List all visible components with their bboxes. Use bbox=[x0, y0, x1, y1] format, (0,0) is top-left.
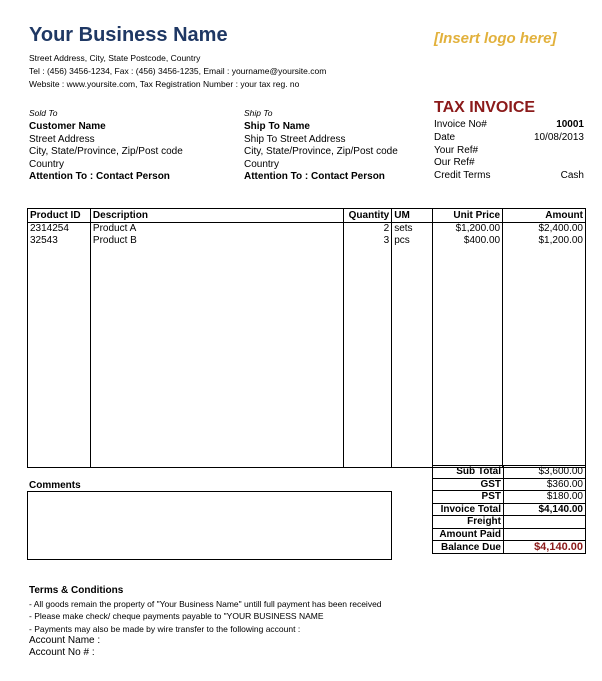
sold-to-block bbox=[29, 121, 183, 184]
subtotal-value: $3,600.00 bbox=[504, 466, 586, 479]
totals-row bbox=[433, 503, 586, 516]
invoice-number: 10001 bbox=[556, 119, 584, 130]
terms-line: - All goods remain the property of "Your Business Name" untill full payment has been received bbox=[29, 599, 382, 609]
unit-measure: sets bbox=[392, 223, 433, 236]
unit-price: $400.00 bbox=[433, 235, 503, 247]
invoice-date: 10/08/2013 bbox=[533, 131, 584, 143]
totals-table bbox=[432, 465, 586, 554]
business-address: Street Address, City, State Postcode, Country bbox=[29, 53, 201, 63]
totals-row bbox=[433, 478, 586, 491]
table-row bbox=[28, 235, 586, 247]
ship-to-label: Ship To bbox=[244, 108, 273, 118]
totals-row bbox=[433, 466, 586, 479]
totals-row bbox=[433, 516, 586, 529]
business-website: Website : www.yoursite.com, Tax Registration Number : your tax reg. no bbox=[29, 79, 300, 89]
credit-terms-row bbox=[434, 170, 584, 183]
ship-to-attention: Attention To : Contact Person bbox=[244, 171, 385, 183]
col-product-id: Product ID bbox=[28, 209, 91, 223]
table-header bbox=[28, 209, 586, 223]
meta-label: Invoice No# bbox=[434, 119, 487, 130]
invoice-total-label: Invoice Total bbox=[433, 503, 504, 516]
quantity: 2 bbox=[344, 223, 392, 236]
invoice-total-value: $4,140.00 bbox=[504, 503, 586, 516]
terms-line: - Payments may also be made by wire transfer to the following account : bbox=[29, 623, 301, 634]
description: Product B bbox=[90, 235, 343, 247]
terms-heading: Terms & Conditions bbox=[29, 585, 124, 596]
unit-price: $1,200.00 bbox=[433, 223, 503, 236]
your-ref-row bbox=[434, 145, 584, 158]
meta-label: Credit Terms bbox=[434, 170, 491, 182]
totals-row bbox=[433, 528, 586, 541]
description: Product A bbox=[90, 223, 343, 236]
ship-to-block bbox=[244, 121, 398, 184]
amount-paid-value bbox=[504, 528, 586, 541]
gst-value: $360.00 bbox=[504, 478, 586, 491]
col-um: UM bbox=[392, 209, 433, 223]
pst-label: PST bbox=[433, 491, 504, 504]
unit-measure: pcs bbox=[392, 235, 433, 247]
ship-to-city: City, State/Province, Zip/Post code bbox=[244, 146, 398, 158]
comments-box[interactable] bbox=[27, 491, 392, 560]
product-id: 32543 bbox=[28, 235, 91, 247]
subtotal-label: Sub Total bbox=[433, 466, 504, 479]
col-description: Description bbox=[90, 209, 343, 223]
meta-label: Your Ref# bbox=[434, 144, 479, 156]
line-items-table bbox=[27, 208, 586, 468]
meta-label: Our Ref# bbox=[434, 157, 475, 169]
customer-country: Country bbox=[29, 158, 65, 170]
date-row bbox=[434, 132, 584, 145]
totals-row bbox=[433, 541, 586, 554]
pst-value: $180.00 bbox=[504, 491, 586, 504]
gst-label: GST bbox=[433, 478, 504, 491]
balance-due-label: Balance Due bbox=[433, 541, 504, 554]
our-ref-row bbox=[434, 157, 584, 170]
meta-label: Date bbox=[434, 131, 456, 143]
col-unit-price: Unit Price bbox=[433, 209, 503, 223]
freight-value bbox=[504, 516, 586, 529]
invoice-no-row bbox=[434, 119, 584, 132]
account-number: Account No # : bbox=[29, 647, 95, 659]
terms-section bbox=[29, 585, 382, 660]
business-name: Your Business Name bbox=[29, 24, 228, 46]
col-quantity: Quantity bbox=[344, 209, 392, 223]
business-contact: Tel : (456) 3456-1234, Fax : (456) 3456-1235, Email : yourname@yoursite.com bbox=[29, 66, 327, 76]
ship-to-name: Ship To Name bbox=[244, 121, 310, 132]
sold-to-label: Sold To bbox=[29, 108, 58, 118]
customer-attention: Attention To : Contact Person bbox=[29, 171, 170, 183]
comments-label: Comments bbox=[29, 480, 81, 491]
terms-line: - Please make check/ cheque payments payable to "YOUR BUSINESS NAME bbox=[29, 611, 324, 622]
amount: $2,400.00 bbox=[503, 223, 586, 236]
amount-paid-label: Amount Paid bbox=[433, 528, 504, 541]
ship-to-street: Ship To Street Address bbox=[244, 133, 346, 145]
invoice-title: TAX INVOICE bbox=[434, 99, 536, 116]
credit-terms-value: Cash bbox=[560, 170, 584, 182]
logo-placeholder[interactable]: [Insert logo here] bbox=[434, 30, 557, 47]
quantity: 3 bbox=[344, 235, 392, 247]
customer-name: Customer Name bbox=[29, 121, 106, 132]
ship-to-country: Country bbox=[244, 158, 280, 170]
customer-city: City, State/Province, Zip/Post code bbox=[29, 146, 183, 158]
product-id: 2314254 bbox=[28, 223, 91, 236]
table-row bbox=[28, 223, 586, 236]
table-empty-space bbox=[28, 247, 586, 468]
invoice-meta bbox=[434, 119, 584, 183]
customer-street: Street Address bbox=[29, 133, 95, 145]
account-name: Account Name : bbox=[29, 634, 101, 646]
balance-due-value: $4,140.00 bbox=[504, 541, 586, 554]
amount: $1,200.00 bbox=[503, 235, 586, 247]
col-amount: Amount bbox=[503, 209, 586, 223]
freight-label: Freight bbox=[433, 516, 504, 529]
totals-row bbox=[433, 491, 586, 504]
